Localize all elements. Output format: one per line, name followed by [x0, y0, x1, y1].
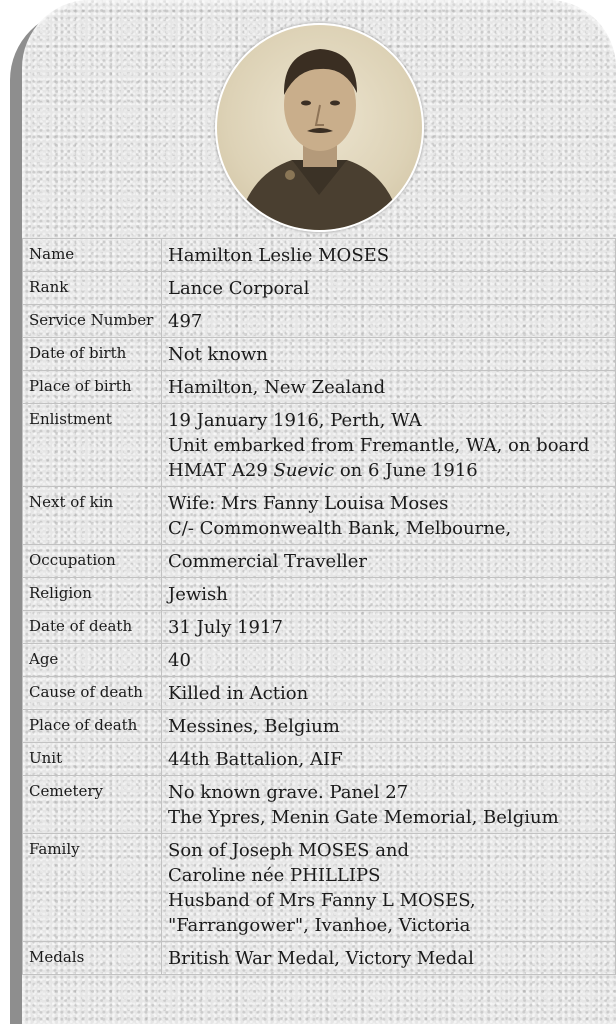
- table-row: [23, 272, 616, 305]
- value-line: Jewish: [168, 584, 228, 605]
- table-row: [23, 371, 616, 404]
- row-label: Date of birth: [23, 338, 162, 371]
- value-line: Commercial Traveller: [168, 551, 367, 572]
- row-value: [162, 942, 616, 975]
- value-line: C/- Commonwealth Bank, Melbourne,: [168, 518, 512, 539]
- table-row: [23, 338, 616, 371]
- row-label: Service Number: [23, 305, 162, 338]
- row-value: [162, 644, 616, 677]
- table-row: [23, 710, 616, 743]
- row-label: Rank: [23, 272, 162, 305]
- value-line: Husband of Mrs Fanny L MOSES,: [168, 890, 476, 911]
- value-line: 497: [168, 311, 203, 332]
- table-row: [23, 305, 616, 338]
- row-label: Family: [23, 834, 162, 942]
- table-row: [23, 404, 616, 487]
- value-line: Caroline née PHILLIPS: [168, 865, 381, 886]
- value-line: 19 January 1916, Perth, WA: [168, 410, 422, 431]
- value-line: Killed in Action: [168, 683, 309, 704]
- table-row: [23, 545, 616, 578]
- value-line: 40: [168, 650, 191, 671]
- row-label: Place of birth: [23, 371, 162, 404]
- row-value: [162, 776, 616, 834]
- value-line: 44th Battalion, AIF: [168, 749, 343, 770]
- table-row: [23, 677, 616, 710]
- row-label: Cause of death: [23, 677, 162, 710]
- row-value: [162, 272, 616, 305]
- row-value: [162, 611, 616, 644]
- ship-line: [168, 458, 609, 483]
- row-value: [162, 677, 616, 710]
- row-label: Place of death: [23, 710, 162, 743]
- value-line: Lance Corporal: [168, 278, 310, 299]
- row-label: Next of kin: [23, 487, 162, 545]
- row-label: Occupation: [23, 545, 162, 578]
- row-label: Unit: [23, 743, 162, 776]
- value-line: Wife: Mrs Fanny Louisa Moses: [168, 493, 449, 514]
- row-label: Age: [23, 644, 162, 677]
- value-line: "Farrangower", Ivanhoe, Victoria: [168, 915, 471, 936]
- table-row: [23, 239, 616, 272]
- value-line: Son of Joseph MOSES and: [168, 840, 410, 861]
- row-value: [162, 371, 616, 404]
- row-value: [162, 710, 616, 743]
- ship-line-prefix: HMAT A29: [168, 460, 274, 481]
- row-value: [162, 404, 616, 487]
- table-row: [23, 743, 616, 776]
- row-label: Cemetery: [23, 776, 162, 834]
- table-row: [23, 611, 616, 644]
- table-row: [23, 834, 616, 942]
- value-line: The Ypres, Menin Gate Memorial, Belgium: [168, 807, 559, 828]
- value-line: Unit embarked from Fremantle, WA, on board: [168, 435, 590, 456]
- value-line: Hamilton, New Zealand: [168, 377, 386, 398]
- table-row: [23, 578, 616, 611]
- row-value: [162, 239, 616, 272]
- table-row: [23, 942, 616, 975]
- soldier-portrait: [215, 23, 424, 232]
- row-label: Religion: [23, 578, 162, 611]
- value-line: Not known: [168, 344, 268, 365]
- soldier-portrait-icon: [217, 25, 422, 230]
- row-value: [162, 305, 616, 338]
- value-line: British War Medal, Victory Medal: [168, 948, 474, 969]
- table-row: [23, 487, 616, 545]
- row-label: Medals: [23, 942, 162, 975]
- table-row: [23, 644, 616, 677]
- row-label: Enlistment: [23, 404, 162, 487]
- row-value: [162, 338, 616, 371]
- row-label: Name: [23, 239, 162, 272]
- row-label: Date of death: [23, 611, 162, 644]
- value-line: Messines, Belgium: [168, 716, 340, 737]
- row-value: [162, 578, 616, 611]
- service-record-table: [22, 238, 616, 975]
- row-value: [162, 834, 616, 942]
- value-line: 31 July 1917: [168, 617, 283, 638]
- value-line: Hamilton Leslie MOSES: [168, 245, 390, 266]
- row-value: [162, 743, 616, 776]
- table-row: [23, 776, 616, 834]
- value-line: No known grave. Panel 27: [168, 782, 409, 803]
- row-value: [162, 545, 616, 578]
- row-value: [162, 487, 616, 545]
- ship-name: Suevic: [273, 460, 335, 481]
- ship-line-suffix: on 6 June 1916: [334, 460, 478, 481]
